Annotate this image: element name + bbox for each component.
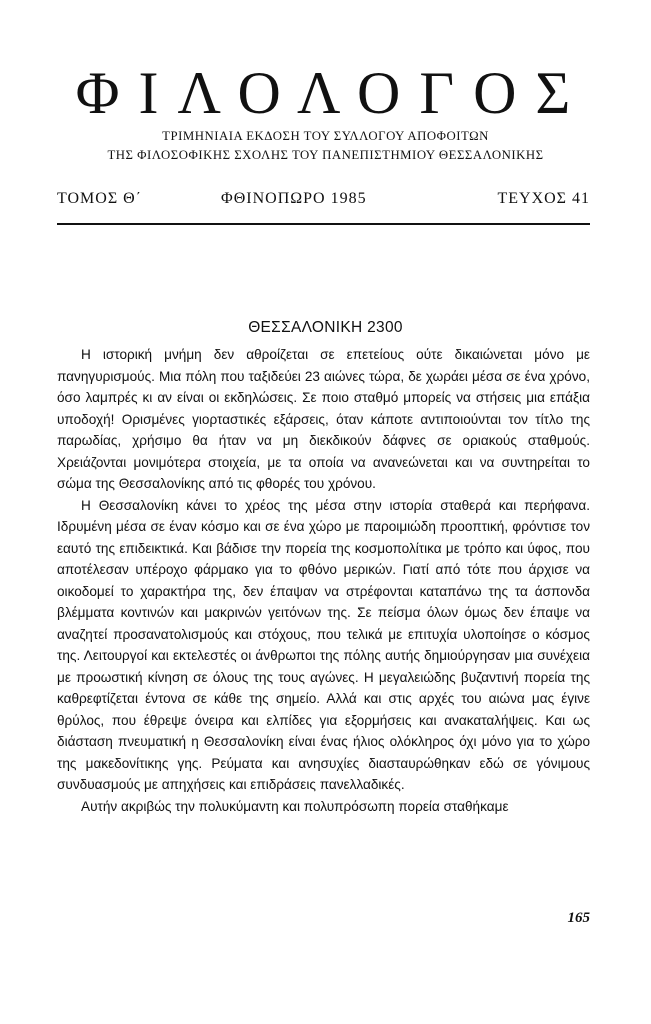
journal-subtitle-line1: ΤΡΙΜΗΝΙΑΙΑ ΕΚΔΟΣΗ ΤΟΥ ΣΥΛΛΟΓΟΥ ΑΠΟΦΟΙΤΩΝ [162,129,489,143]
journal-subtitle-line2: ΤΗΣ ΦΙΛΟΣΟΦΙΚΗΣ ΣΧΟΛΗΣ ΤΟΥ ΠΑΝΕΠΙΣΤΗΜΙΟΥ ΘΕΣΣΑΛΟΝΙΚΗΣ [107,148,544,162]
volume-label: ΤΟΜΟΣ Θ΄ [57,190,143,207]
issue-info-bar [57,190,590,212]
article-paragraph-1: Η ιστορική μνήμη δεν αθροίζεται σε επετείους ούτε δικαιώνεται μόνο με πανηγυρισμούς. Μια πόλη που ταξιδεύει 23 αιώνες τώρα, δε χωράει μέσα σε ένα χρόνο, όσο λαμπρές κι αν είναι οι εκδηλώσεις. Σε ποιο σταθμό μπορείς να στήσεις μια επάξια υποδοχή! Ορισμένες γιορταστικές εξάρσεις, όταν κάποτε αντιποιούνται τον τίτλο της παρωδίας, χρήσιμο θα ήταν να μη διεκδικούν δάφνες σε οριακούς σταθμούς. Χρειάζονται μονιμότερα στοιχεία, με τα οποία να ανανεώνεται και να συντηρείται το σώμα της Θεσσαλονίκης από τις φθορές του χρόνου. [57,347,590,491]
journal-title: ΦΙΛΟΛΟΓΟΣ [75,60,590,126]
article-body [57,344,590,817]
header-divider [57,223,590,225]
article-title: ΘΕΣΣΑΛΟΝΙΚΗ 2300 [248,319,403,336]
issue-number-label: ΤΕΥΧΟΣ 41 [497,190,590,207]
season-date-label: ΦΘΙΝΟΠΩΡΟ 1985 [221,190,367,207]
article-paragraph-3: Αυτήν ακριβώς την πολυκύμαντη και πολυπρόσωπη πορεία σταθήκαμε [81,798,509,814]
page-number: 165 [567,910,590,926]
article-paragraph-2: Η Θεσσαλονίκη κάνει το χρέος της μέσα στην ιστορία σταθερά και περήφανα. Ιδρυμένη μέσα σε έναν κόσμο και σε ένα χώρο με παροιμιώδη προοπτική, φρόντισε τον εαυτό της επιδεικτικά. Και βάδισε την πορεία της κοσμοπολίτικα με τρόπο και ύφος, που αποτέλεσαν υπέροχο φάρμακο για το φθόνο μερικών. Γιατί από τότε που άρχισε να οικοδομεί το χαρακτήρα της, δεν έπαψαν να στρέφονται καταπάνω της τα άσπονδα βλέμματα κοντινών και μακρινών γειτόνων της. Σε πείσμα όλων όμως δεν έπαψε να αναζητεί προσανατολισμούς και στόχους, που τελικά με επιτυχία υλοποίησε ο κόσμος της. Λειτουργοί και εκτελεστές οι άνθρωποι της πόλης αυτής δημιούργησαν μια συνέχεια με προωστική κίνηση σε όλους της τους αγώνες. Η μεγαλειώδης βυζαντινή πορεία της καθρεφτίζεται έντονα σε κάθε της σημείο. Αλλά και στις αρχές του αιώνα μας έγινε θρύλος, που έθρεψε όνειρα και ελπίδες για εξορμήσεις και ανακαταλήψεις. Και ως διάσταση πνευματική η Θεσσαλονίκη είναι ένας ήλιος ολόκληρος όχι μόνο για το χώρο της μακεδονίτικης γης. Ρεύματα και ανησυχίες διασταυρώθηκαν εδώ σε γόνιμους συνδυασμούς με απηχήσεις και επιδράσεις πανελλαδικές. [57,497,590,792]
